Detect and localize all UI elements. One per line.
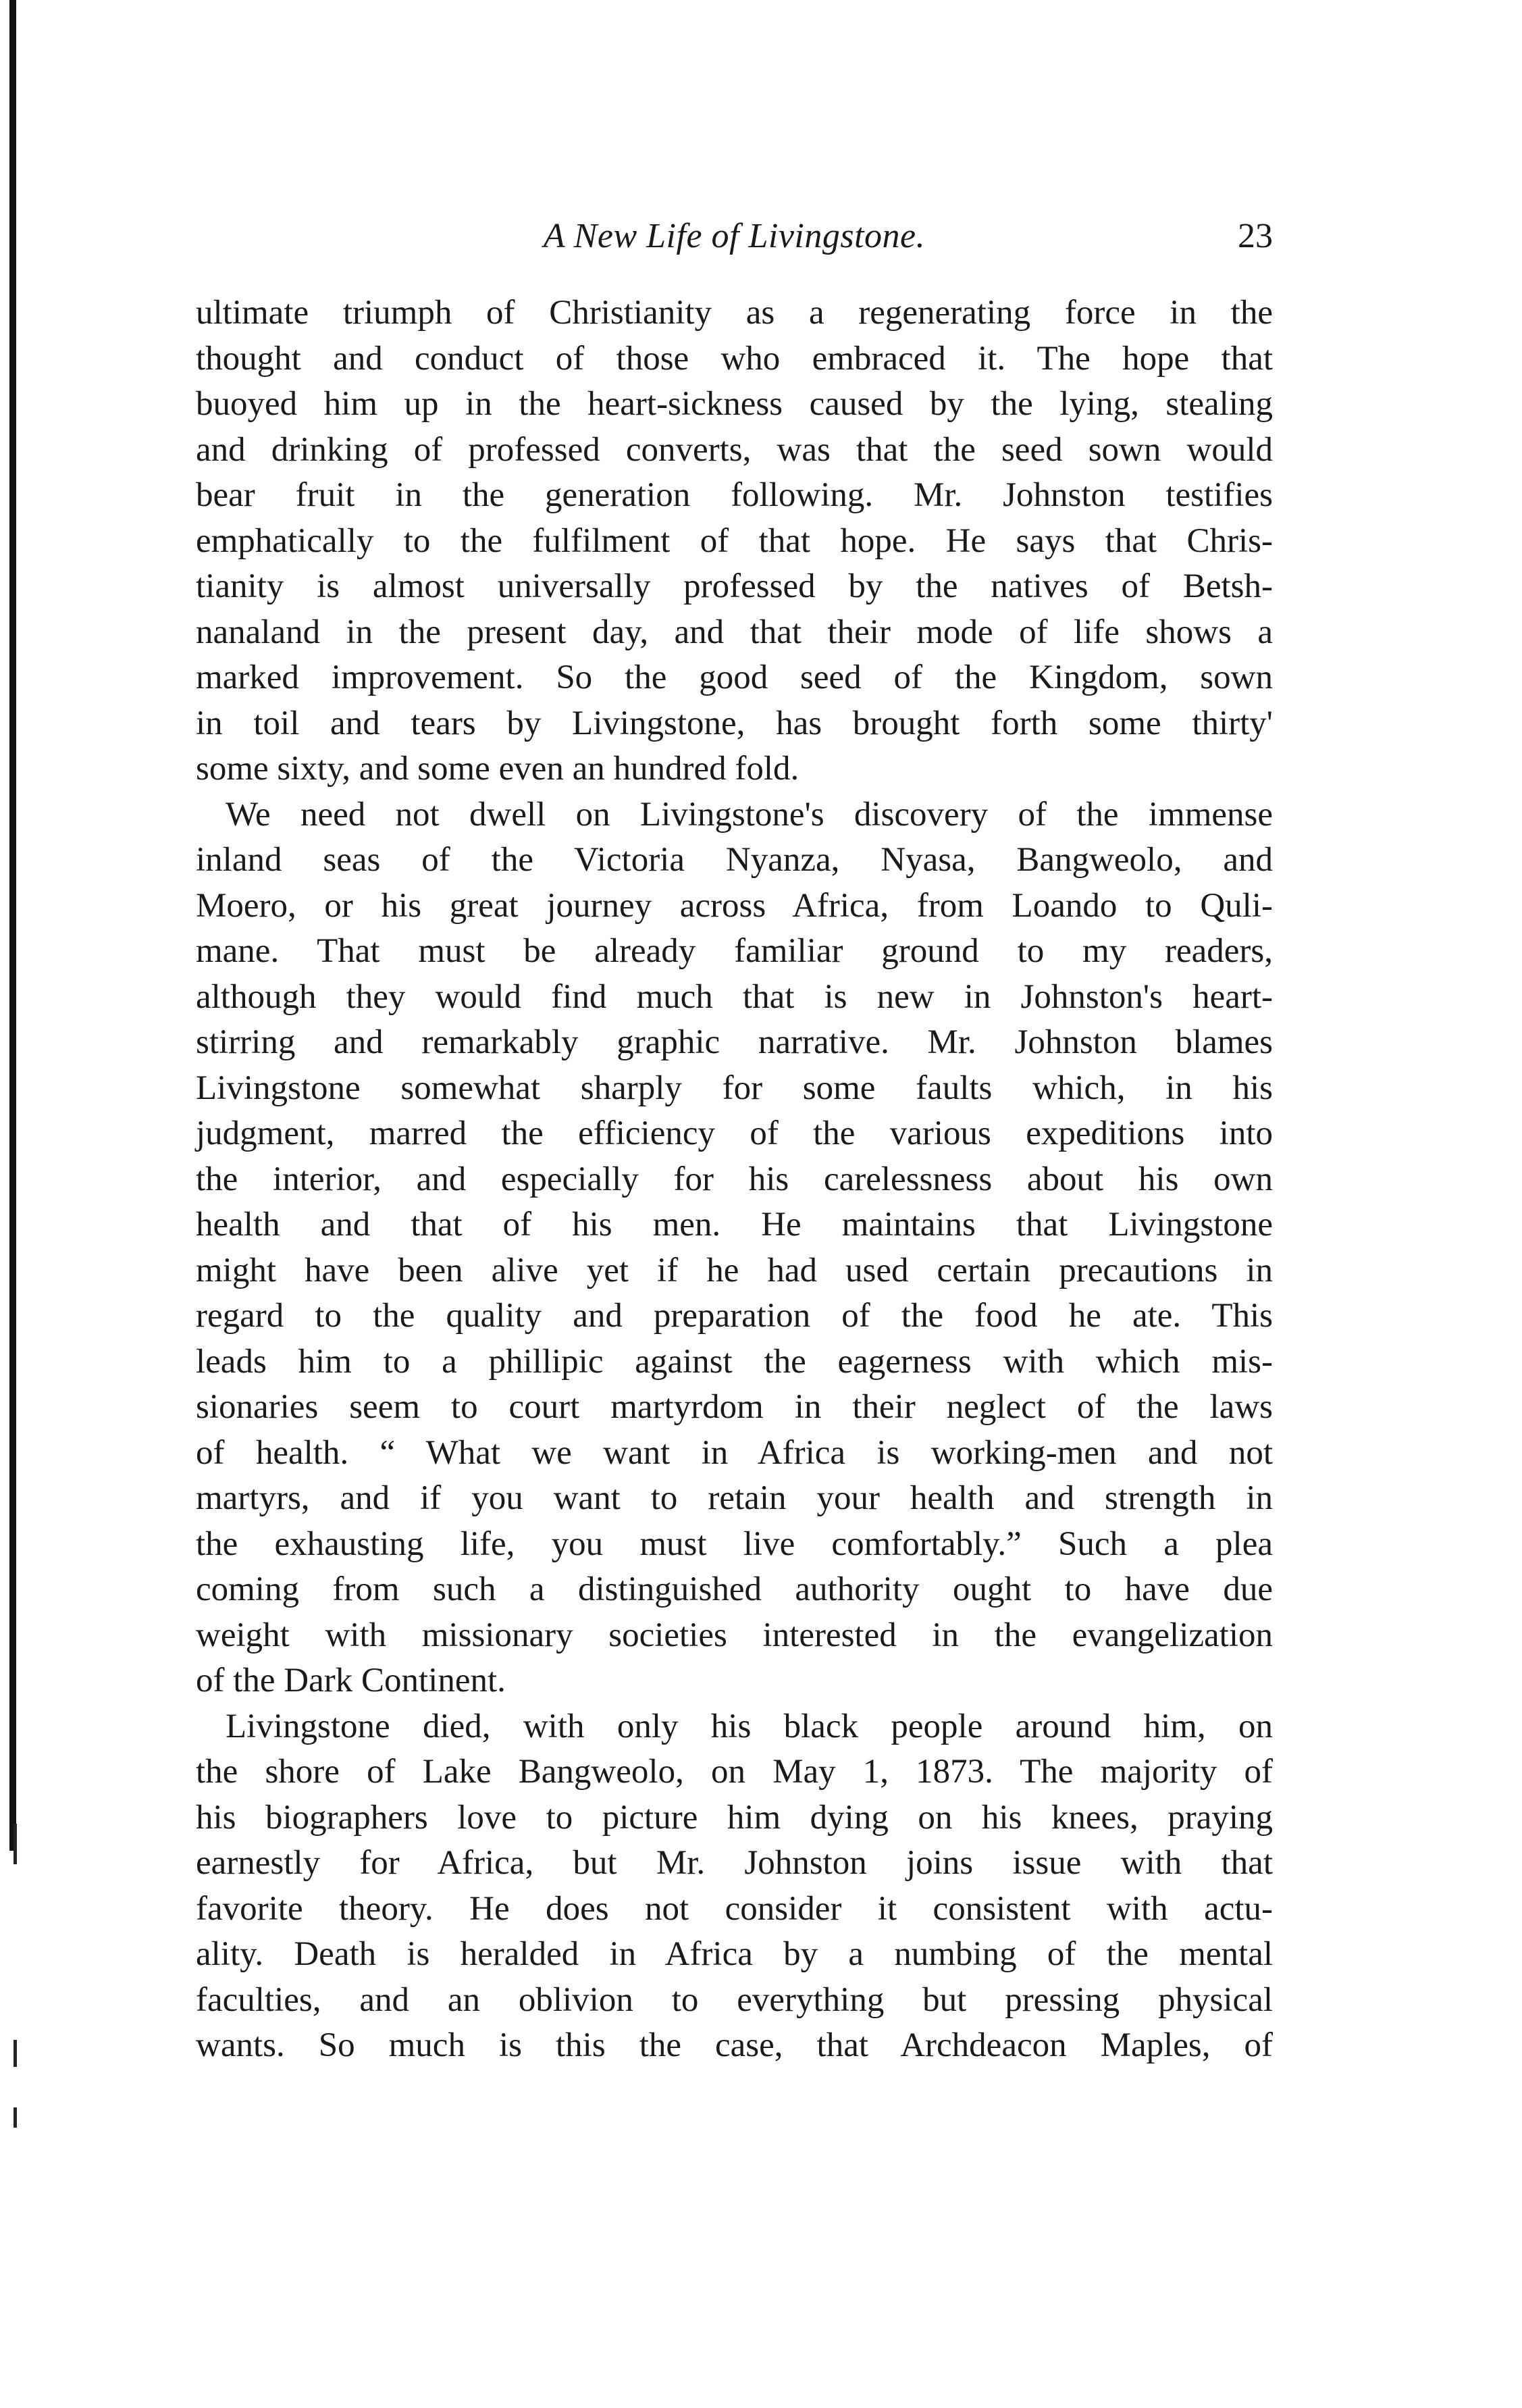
text-line: favorite theory. He does not consider it consistent with actu- xyxy=(196,1889,1273,1928)
text-line: martyrs, and if you want to retain your health and strength in xyxy=(196,1479,1273,1517)
text-line: in toil and tears by Livingstone, has brought forth some thirty' xyxy=(196,704,1273,742)
running-title: A New Life of Livingstone. xyxy=(543,217,926,255)
text-line: leads him to a phillipic against the eagerness with which mis- xyxy=(196,1342,1273,1381)
running-head xyxy=(196,216,1273,270)
text-line: earnestly for Africa, but Mr. Johnston joins issue with that xyxy=(196,1844,1273,1882)
text-line: his biographers love to picture him dying on his knees, praying xyxy=(196,1798,1273,1837)
text-line: emphatically to the fulfilment of that hope. He says that Chris- xyxy=(196,521,1273,560)
paragraph xyxy=(196,792,1273,1704)
binding-mark xyxy=(14,2040,17,2067)
text-line: of the Dark Continent. xyxy=(196,1662,506,1699)
text-line: Moero, or his great journey across Africa, from Loando to Quli- xyxy=(196,886,1273,925)
paragraph xyxy=(196,290,1273,792)
text-line: might have been alive yet if he had used certain precautions in xyxy=(196,1251,1273,1289)
book-page xyxy=(196,216,1273,2069)
text-line: wants. So much is this the case, that Archdeacon Maples, of xyxy=(196,2026,1273,2064)
text-line: although they would find much that is new in Johnston's heart- xyxy=(196,977,1273,1016)
text-line: faculties, and an oblivion to everything but pressing physical xyxy=(196,1980,1273,2019)
page-number: 23 xyxy=(1238,217,1273,255)
binding-mark xyxy=(14,1824,17,1864)
text-line: the shore of Lake Bangweolo, on May 1, 1873. The majority of xyxy=(196,1753,1273,1791)
text-line: thought and conduct of those who embraced it. The hope that xyxy=(196,339,1273,378)
text-line: weight with missionary societies interested in the evangelization xyxy=(196,1616,1273,1654)
page-binding-edge xyxy=(9,0,16,1851)
text-line: of health. “ What we want in Africa is working-men and not xyxy=(196,1433,1273,1472)
text-line: regard to the quality and preparation of the food he ate. This xyxy=(196,1297,1273,1335)
text-line: marked improvement. So the good seed of the Kingdom, sown xyxy=(196,659,1273,696)
text-line: some sixty, and some even an hundred fold. xyxy=(196,750,799,788)
binding-mark xyxy=(14,2107,17,2128)
text-line: Livingstone somewhat sharply for some faults which, in his xyxy=(196,1069,1273,1107)
text-line: health and that of his men. He maintains that Livingstone xyxy=(196,1206,1273,1244)
text-line: mane. That must be already familiar ground to my readers, xyxy=(196,932,1273,970)
body-text xyxy=(196,290,1273,2069)
paragraph xyxy=(196,1704,1273,2069)
text-line: judgment, marred the efficiency of the various expeditions into xyxy=(196,1115,1273,1152)
text-line: nanaland in the present day, and that their mode of life shows a xyxy=(196,613,1273,651)
text-line: inland seas of the Victoria Nyanza, Nyasa, Bangweolo, and xyxy=(196,841,1273,879)
text-line: ality. Death is heralded in Africa by a numbing of the mental xyxy=(196,1935,1273,1973)
text-line: and drinking of professed converts, was that the seed sown would xyxy=(196,430,1273,469)
text-line: the interior, and especially for his carelessness about his own xyxy=(196,1160,1273,1198)
text-line: bear fruit in the generation following. Mr. Johnston testifies xyxy=(196,476,1273,514)
text-line: Livingstone died, with only his black people around him, on xyxy=(226,1707,1273,1745)
text-line: stirring and remarkably graphic narrative. Mr. Johnston blames xyxy=(196,1023,1273,1061)
text-line: the exhausting life, you must live comfortably.” Such a plea xyxy=(196,1525,1273,1563)
text-line: sionaries seem to court martyrdom in their neglect of the laws xyxy=(196,1388,1273,1426)
text-line: coming from such a distinguished authority ought to have due xyxy=(196,1570,1273,1608)
text-line: We need not dwell on Livingstone's discovery of the immense xyxy=(226,795,1273,834)
text-line: ultimate triumph of Christianity as a regenerating force in the xyxy=(196,294,1273,332)
text-line: buoyed him up in the heart-sickness caused by the lying, stealing xyxy=(196,385,1273,423)
text-line: tianity is almost universally professed by the natives of Betsh- xyxy=(196,567,1273,605)
